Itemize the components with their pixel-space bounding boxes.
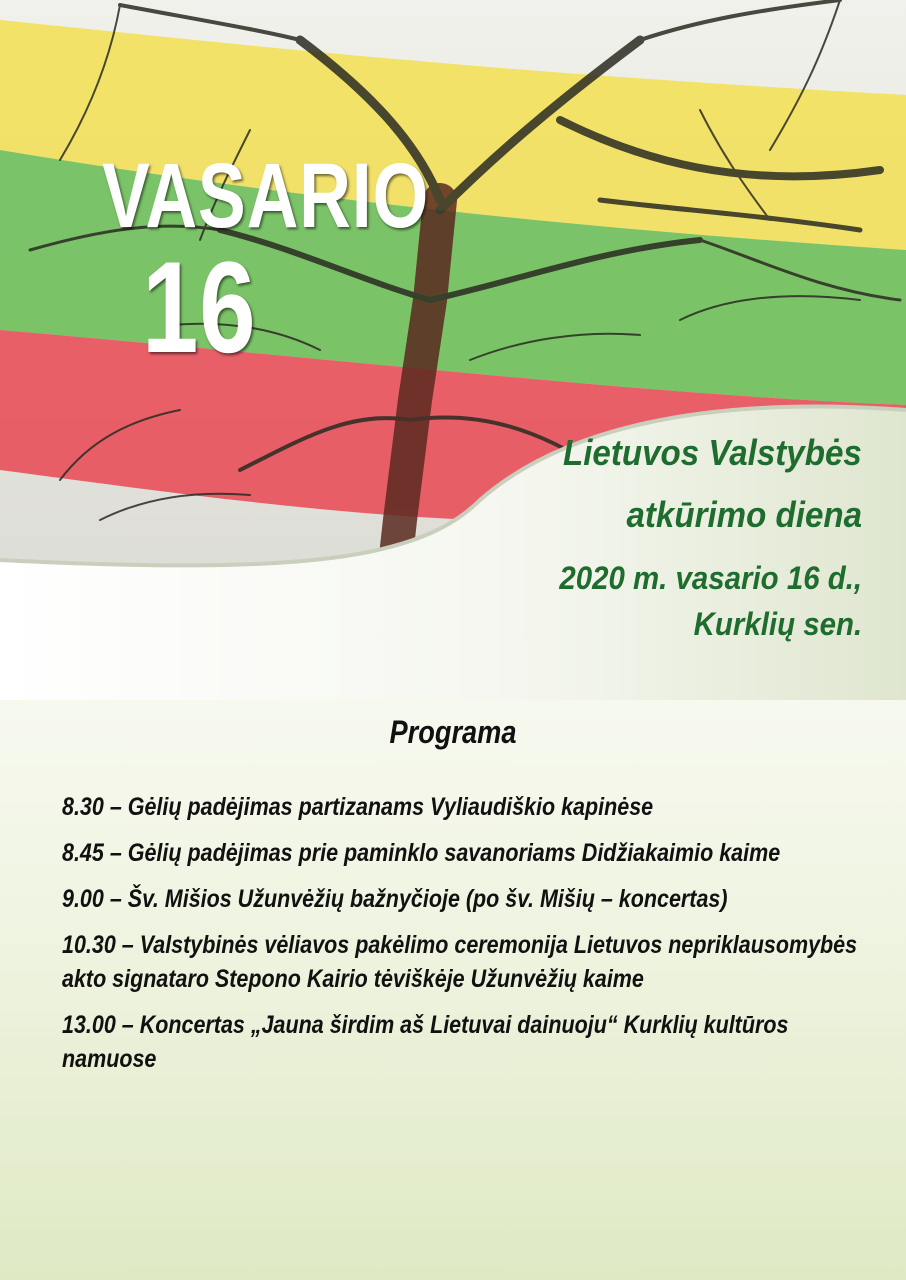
event-title-line2: atkūrimo diena [626,494,862,535]
program-heading: Programa [389,714,517,750]
event-title-line1: Lietuvos Valstybės [563,432,862,473]
program-item: 10.30 – Valstybinės vėliavos pakėlimo ceremonija Lietuvos nepriklausomybės akto signataro Stepono Kairio tėviškėje Užunvėžių kaime [62,931,858,993]
event-place: Kurklių sen. [693,606,862,642]
program-item: 8.30 – Gėlių padėjimas partizanams Vyliaudiškio kapinėse [62,793,654,821]
program-item: 8.45 – Gėlių padėjimas prie paminklo savanoriams Didžiakaimio kaime [62,839,781,867]
title-vasario: VASARIO [102,145,430,247]
program-list [62,790,862,1088]
program-item: 13.00 – Koncertas „Jauna širdim aš Lietuvai dainuoju“ Kurklių kultūros namuose [62,1011,789,1073]
event-date: 2020 m. vasario 16 d., [559,560,862,596]
program-item: 9.00 – Šv. Mišios Užunvėžių bažnyčioje (po šv. Mišių – koncertas) [62,885,728,913]
title-number: 16 [142,234,257,380]
